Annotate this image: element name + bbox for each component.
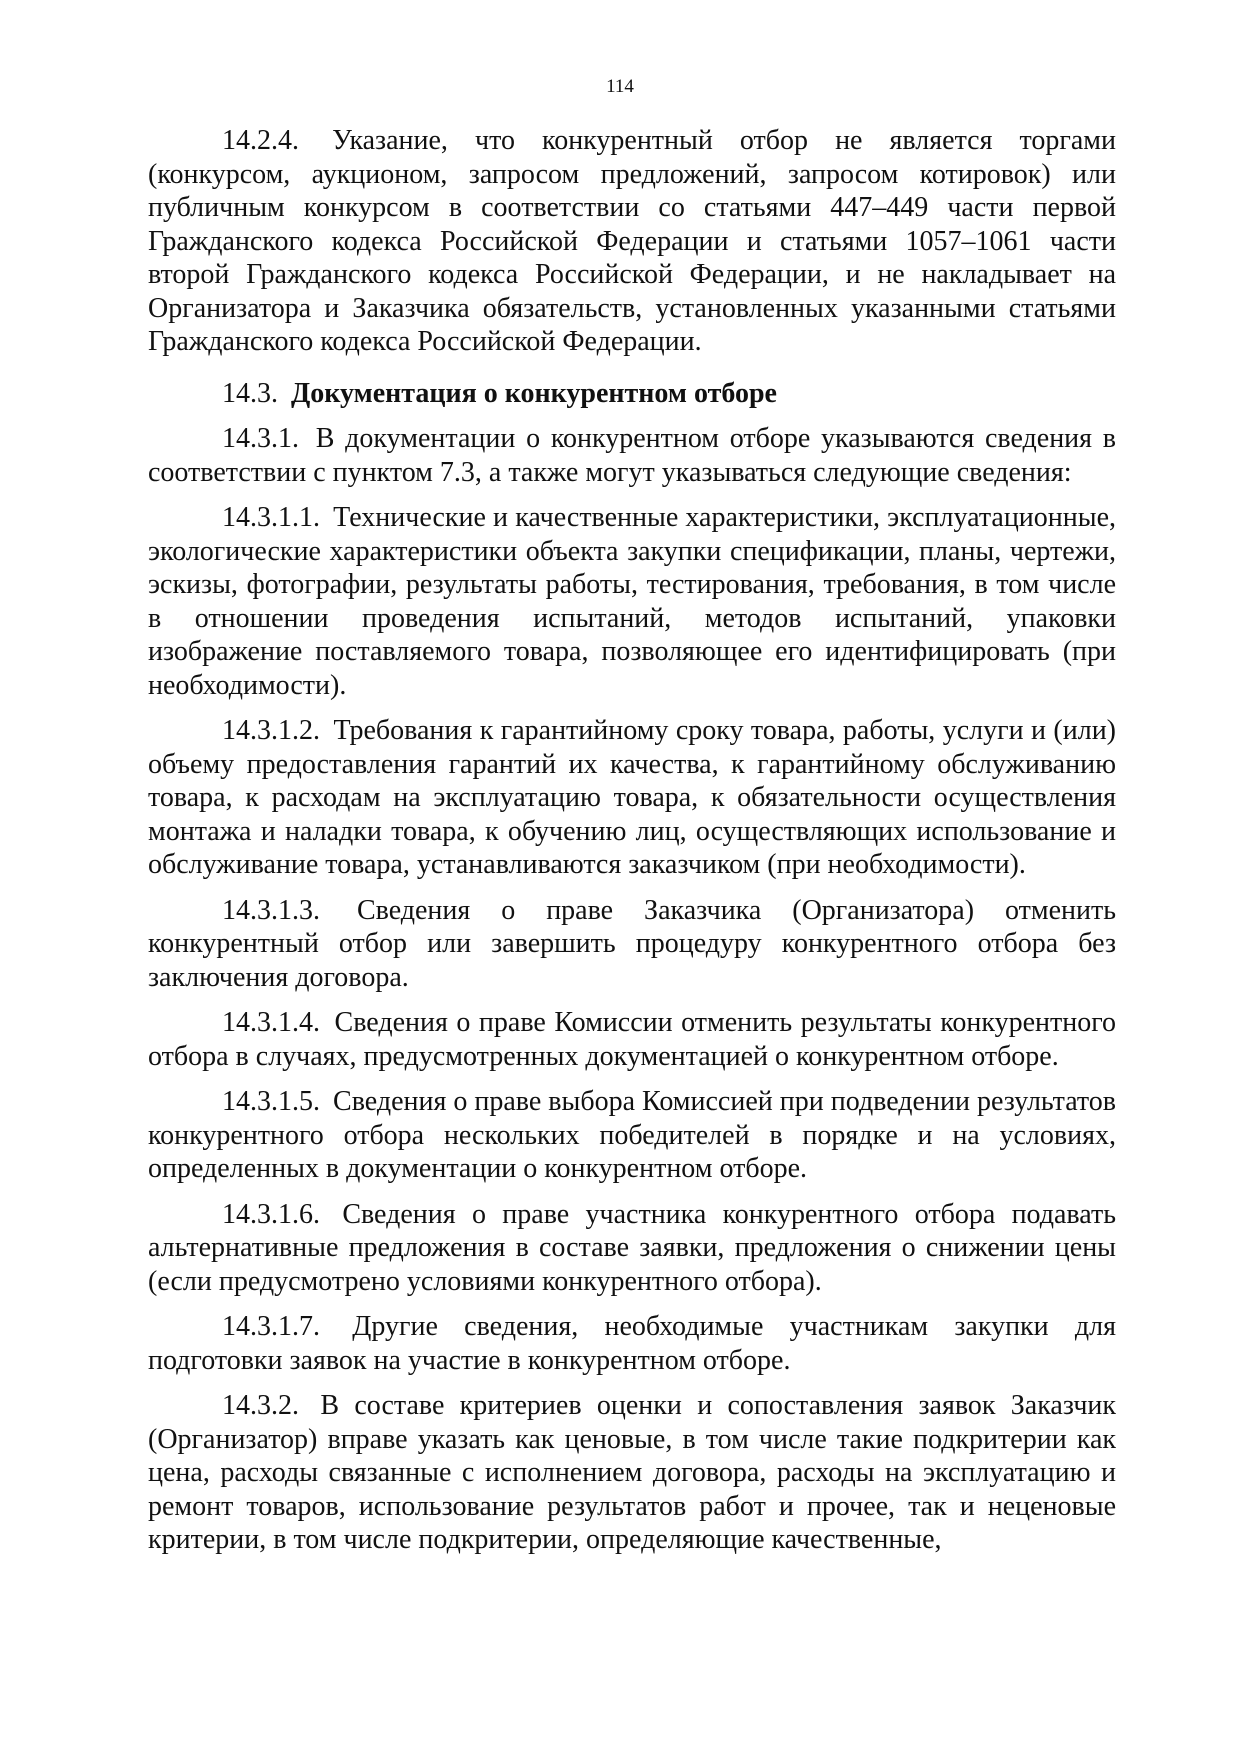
paragraph-number: 14.3.2.	[222, 1390, 299, 1421]
paragraph-14-3-1-7	[148, 1310, 1116, 1377]
paragraph-14-3-1-4	[148, 1006, 1116, 1073]
paragraph-text: Сведения о праве Заказчика (Организатора) отменить конкурентный отбор или завершить процедуру конкурентного отбора без заключения договора.	[148, 894, 1117, 993]
paragraph-text: Требования к гарантийному сроку товара, работы, услуги и (или) объему предоставления гарантий их качества, к гарантийному обслуживанию товара, к расходам на эксплуатацию товара, к обязательности осуществления монтажа и наладки товара, к обучению лиц, осуществляющих использование и обслуживание товара, устанавливаются заказчиком (при необходимости).	[148, 715, 1117, 880]
paragraph-14-3-1-2	[148, 714, 1116, 882]
paragraph-number: 14.3.1.2.	[222, 715, 320, 746]
paragraph-text: Указание, что конкурентный отбор не является торгами (конкурсом, аукционом, запросом предложений, запросом котировок) или публичным конкурсом в соответствии со статьями 447–449 части первой Гражданского кодекса Российской Федерации и статьями 1057–1061 части второй Гражданского кодекса Российской Федерации, и не накладывает на Организатора и Заказчика обязательств, установленных указанными статьями Гражданского кодекса Российской Федерации.	[148, 125, 1117, 357]
paragraph-number: 14.3.1.5.	[222, 1086, 320, 1117]
paragraph-text: Сведения о праве выбора Комиссией при подведении результатов конкурентного отбора нескольких победителей в порядке и на условиях, определенных в документации о конкурентном отборе.	[148, 1086, 1117, 1184]
paragraph-14-3-1-6	[148, 1198, 1116, 1299]
paragraph-number: 14.3.1.6.	[222, 1198, 320, 1230]
page-number: 114	[606, 76, 634, 97]
document-body	[148, 124, 1116, 1569]
paragraph-14-3-2	[148, 1389, 1116, 1557]
paragraph-number: 14.3.1.	[222, 423, 299, 454]
paragraph-14-2-4	[148, 124, 1116, 359]
paragraph-text: Сведения о праве Комиссии отменить результаты конкурентного отбора в случаях, предусмотренных документацией о конкурентном отборе.	[148, 1007, 1116, 1072]
paragraph-14-3-1	[148, 422, 1116, 489]
section-number: 14.3.	[222, 377, 278, 409]
paragraph-text: В составе критериев оценки и сопоставления заявок Заказчик (Организатор) вправе указать как ценовые, в том числе такие подкритерии как цена, расходы связанные с исполнением договора, расходы на эксплуатацию и ремонт товаров, использование результатов работ и прочее, так и неценовые критерии, в том числе подкритерии, определяющие качественные,	[148, 1390, 1117, 1555]
paragraph-text: Другие сведения, необходимые участникам закупки для подготовки заявок на участие в конкурентном отборе.	[148, 1311, 1117, 1376]
paragraph-text: В документации о конкурентном отборе указываются сведения в соответствии с пунктом 7.3, а также могут указываться следующие сведения:	[148, 423, 1117, 488]
paragraph-number: 14.3.1.7.	[222, 1311, 320, 1342]
paragraph-14-3-1-3	[148, 894, 1116, 995]
paragraph-number: 14.3.1.1.	[222, 502, 320, 533]
paragraph-14-3-1-1	[148, 501, 1116, 702]
section-heading-14-3	[148, 377, 1116, 411]
paragraph-text: Технические и качественные характеристики, эксплуатационные, экологические характеристики объекта закупки спецификации, планы, чертежи, эскизы, фотографии, результаты работы, тестирования, требования, в том числе в отношении проведения испытаний, методов испытаний, упаковки изображение поставляемого товара, позволяющее его идентифицировать (при необходимости).	[148, 502, 1117, 701]
paragraph-number: 14.3.1.3.	[222, 894, 320, 926]
paragraph-14-3-1-5	[148, 1085, 1116, 1186]
paragraph-number: 14.2.4.	[222, 125, 299, 156]
paragraph-text: Сведения о праве участника конкурентного отбора подавать альтернативные предложения в составе заявки, предложения о снижении цены (если предусмотрено условиями конкурентного отбора).	[148, 1198, 1116, 1297]
paragraph-number: 14.3.1.4.	[222, 1007, 320, 1038]
section-title: Документация о конкурентном отборе	[291, 377, 777, 409]
